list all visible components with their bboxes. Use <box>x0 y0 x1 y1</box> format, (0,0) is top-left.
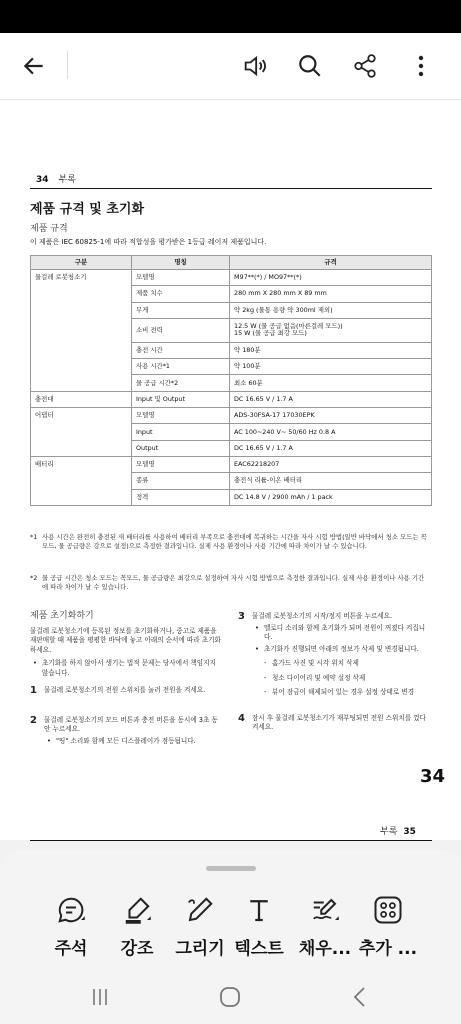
current-page-badge: 34 <box>420 766 446 787</box>
spec-heading: 제품 규격 <box>30 224 68 234</box>
page-number: 34 <box>36 175 49 185</box>
table-row <box>31 473 432 489</box>
comment-icon <box>36 894 106 926</box>
group-cell <box>31 424 132 440</box>
step-3-dash-item: - 홈가드 사진 및 시각 위치 삭제 <box>252 659 432 669</box>
table-row <box>31 342 432 358</box>
tool-comment[interactable] <box>36 894 106 959</box>
tool-label: 그리기 <box>175 939 225 959</box>
step-1 <box>30 686 222 696</box>
name-cell: 모델명 <box>132 408 230 424</box>
fill-sign-icon <box>290 894 360 926</box>
tool-label: 텍스트 <box>234 939 284 959</box>
app-toolbar <box>0 33 461 100</box>
column-header: 명칭 <box>132 256 230 270</box>
column-header: 구분 <box>31 256 132 270</box>
search-icon[interactable] <box>294 50 326 82</box>
table-row <box>31 424 432 440</box>
page-number: 35 <box>403 827 416 837</box>
system-navigation-bar <box>0 970 461 1024</box>
name-cell: 제품 치수 <box>132 286 230 302</box>
table-header-row <box>31 256 432 270</box>
table-row <box>31 375 432 391</box>
next-header-rule <box>30 840 432 841</box>
table-row <box>31 440 432 456</box>
reset-heading: 제품 초기화하기 <box>30 611 94 621</box>
value-cell: 최소 60분 <box>230 375 432 391</box>
group-cell <box>31 440 132 456</box>
status-bar <box>0 0 461 33</box>
value-cell: M97**(*) / MO97**(*) <box>230 270 432 286</box>
value-cell: 약 180분 <box>230 342 432 358</box>
step-text: 물걸레 로봇청소기의 시작/정지 버튼을 누르세요. <box>252 612 393 620</box>
step-4 <box>238 714 432 733</box>
name-cell: Output <box>132 440 230 456</box>
arrow-left-icon[interactable] <box>18 50 50 82</box>
name-cell: 소비 전력 <box>132 318 230 342</box>
step-3-bullet: • 초기화가 진행되면 아래의 정보가 삭제 및 변경됩니다. <box>252 645 432 655</box>
reset-left-column <box>30 612 222 748</box>
group-cell: 물걸레 로봇청소기 <box>31 270 132 286</box>
name-cell: 정격 <box>132 489 230 505</box>
reset-description: 물걸레 로봇청소기에 등록된 정보를 초기화하거나, 중고로 제품을 재판매할 때 제품을 평평한 바닥에 놓고 아래의 순서에 따라 초기화하세요. <box>30 626 221 654</box>
footnote-text: 물 공급 시간은 청소 모드는 꼭모드, 물 공급량은 최강으로 설정하여 자사 시험 방법으로 측정한 결과입니다. 실제 사용 환경이나 사용 기간에 따라 차이가 날 수 있습니다. <box>42 574 425 591</box>
footnote-mark: *1 <box>30 533 38 541</box>
footnote-mark: *2 <box>30 574 38 582</box>
step-2-bullet: • "띵" 소리와 함께 모든 디스플레이가 점등됩니다. <box>44 737 222 747</box>
group-cell: 배터리 <box>31 456 132 472</box>
group-cell <box>31 473 132 489</box>
document-page[interactable] <box>0 100 461 840</box>
spec-table <box>30 255 432 506</box>
table-row <box>31 391 432 407</box>
group-cell: 어댑터 <box>31 408 132 424</box>
more-vertical-icon[interactable] <box>405 50 437 82</box>
reset-bullet: • 초기화를 하지 않아서 생기는 법적 문제는 당사에서 책임지지 않습니다. <box>30 659 222 678</box>
tool-label: 강조 <box>120 939 154 959</box>
value-cell: DC 14.8 V / 2900 mAh / 1 pack <box>230 489 432 505</box>
page-header <box>36 172 76 185</box>
table-row <box>31 489 432 505</box>
value-cell <box>230 318 432 342</box>
value-cell: DC 16.65 V / 1.7 A <box>230 391 432 407</box>
next-page-header <box>380 824 416 837</box>
group-cell <box>31 375 132 391</box>
recent-apps-icon[interactable] <box>80 984 120 1010</box>
step-number: 2 <box>30 714 37 726</box>
value-cell: DC 16.65 V / 1.7 A <box>230 440 432 456</box>
value-cell: EAC62218207 <box>230 456 432 472</box>
tool-text[interactable] <box>224 894 294 959</box>
name-cell: 사용 시간*1 <box>132 359 230 375</box>
toolbar-divider <box>67 51 68 79</box>
step-text: 물걸레 로봇청소기의 모드 버튼과 충전 버튼을 동시에 3초 동안 누르세요. <box>44 715 218 733</box>
highlighter-icon <box>102 894 172 926</box>
group-cell <box>31 286 132 302</box>
table-row <box>31 302 432 318</box>
step-number: 1 <box>30 685 37 696</box>
name-cell: 물 공급 시간*2 <box>132 375 230 391</box>
add-more-icon <box>353 894 423 926</box>
value-cell: 약 2kg (물통 용량 약 300ml 제외) <box>230 302 432 318</box>
name-cell: 모델명 <box>132 270 230 286</box>
group-cell <box>31 302 132 318</box>
back-nav-icon[interactable] <box>340 984 380 1010</box>
section-label: 부록 <box>58 175 76 185</box>
group-cell <box>31 359 132 375</box>
speaker-icon[interactable] <box>239 50 271 82</box>
tool-label: 주석 <box>54 939 88 959</box>
step-3-details <box>252 624 432 698</box>
group-cell: 충전대 <box>31 391 132 407</box>
section-label: 부록 <box>380 827 398 837</box>
group-cell <box>31 342 132 358</box>
name-cell: Input 및 Output <box>132 391 230 407</box>
tool-highlight[interactable] <box>102 894 172 959</box>
step-text: 물걸레 로봇청소기의 전원 스위치를 눌러 전원을 켜세요. <box>44 686 206 694</box>
page-title: 제품 규격 및 초기화 <box>30 202 145 217</box>
value-line: 15 W (물 공급 최강 모드) <box>234 329 307 338</box>
step-number: 4 <box>238 712 245 724</box>
name-cell: 충전 시간 <box>132 342 230 358</box>
value-cell: ADS-30FSA-17 17030EPK <box>230 408 432 424</box>
share-icon[interactable] <box>349 50 381 82</box>
footnote-2 <box>30 574 430 592</box>
reset-right-column <box>238 612 432 745</box>
value-cell: 약 100분 <box>230 359 432 375</box>
column-header: 규격 <box>230 256 432 270</box>
value-cell: 280 mm X 280 mm X 89 mm <box>230 286 432 302</box>
value-cell: AC 100~240 V~ 50/60 Hz 0.8 A <box>230 424 432 440</box>
value-line: 12.5 W (물 공급 없음(마른걸레 모드)) <box>234 322 343 331</box>
table-row <box>31 286 432 302</box>
table-row <box>31 270 432 286</box>
name-cell: Input <box>132 424 230 440</box>
tool-label: 추가 ... <box>358 939 418 959</box>
home-icon[interactable] <box>210 984 250 1010</box>
footnote-text: 사용 시간은 완전히 충전된 새 배터리를 사용하여 배터리 부족으로 충전대에 복귀하는 시간을 자사 시험 방법(일반 바닥에서 청소 모드는 꼭모드, 물 공급량은 강으로 설정)으로 측정한 결과입니다. 실제 사용 환경이나 사용 기간에 따라 차이가 날 수 있습니다. <box>42 533 427 550</box>
footnote-1 <box>30 533 430 551</box>
name-cell: 무게 <box>132 302 230 318</box>
name-cell: 모델명 <box>132 456 230 472</box>
tool-label: 채우... <box>298 939 352 959</box>
table-row <box>31 359 432 375</box>
tool-more[interactable] <box>353 894 423 959</box>
name-cell: 종류 <box>132 473 230 489</box>
step-2 <box>30 716 222 735</box>
table-row <box>31 456 432 472</box>
step-3-dash-item: - 청소 다이어리 및 예약 설정 삭제 <box>252 674 432 684</box>
value-cell: 충전식 리튬-이온 배터리 <box>230 473 432 489</box>
step-3-dash-item: - 뷰어 잠금이 해제되어 있는 경우 설정 상태로 변경 <box>252 688 432 698</box>
table-row <box>31 408 432 424</box>
tool-fill-sign[interactable] <box>290 894 360 959</box>
annotation-tool-sheet <box>0 850 461 1024</box>
step-3-bullet: • 멜로디 소리와 함께 초기화가 되며 전원이 꺼졌다 켜집니다. <box>252 624 432 643</box>
step-text: 잠시 후 물걸레 로봇청소기가 재부팅되면 전원 스위치를 껐다 켜세요. <box>252 713 426 731</box>
step-number: 3 <box>238 611 245 622</box>
header-rule <box>30 188 432 189</box>
text-icon <box>224 894 294 926</box>
group-cell <box>31 318 132 342</box>
table-row <box>31 318 432 342</box>
step-3 <box>238 612 432 622</box>
group-cell <box>31 489 132 505</box>
intro-text: 이 제품은 IEC 60825-1에 따라 적합성을 평가받은 1등급 레이저 제품입니다. <box>30 238 267 246</box>
sheet-drag-handle[interactable] <box>206 866 256 871</box>
